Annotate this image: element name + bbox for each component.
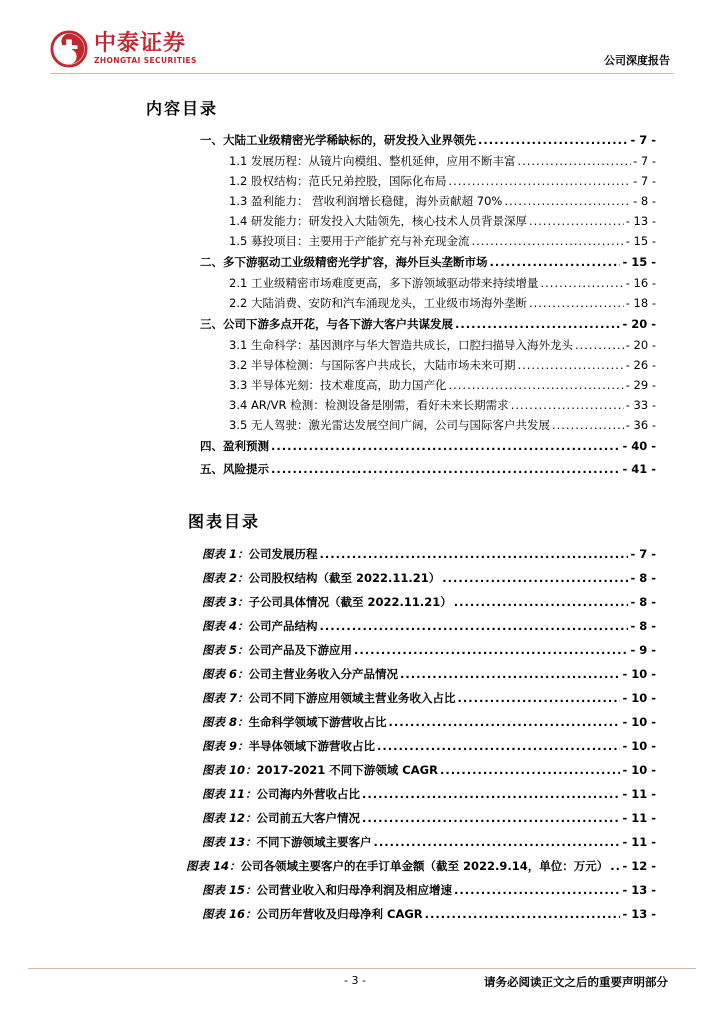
figure-text: 生命科学领域下游营收占比 xyxy=(248,715,387,729)
toc-entry[interactable] xyxy=(229,295,656,311)
report-type-label: 公司深度报告 xyxy=(604,54,670,67)
figure-page: - 10 - xyxy=(622,739,656,753)
figure-text: 公司不同下游应用领域主营业务收入占比 xyxy=(248,691,456,705)
leader-dots xyxy=(271,439,620,453)
figure-text: 公司股权结构（截至 2022.11.21） xyxy=(248,571,441,585)
figure-label: 图表 9： xyxy=(202,739,249,753)
figure-label: 图表 15： xyxy=(202,883,257,897)
toc-entry[interactable] xyxy=(229,417,656,433)
figure-page: - 8 - xyxy=(630,619,656,633)
toc-entry-page: - 29 - xyxy=(625,378,656,392)
figure-entry[interactable] xyxy=(202,762,656,778)
footer-divider xyxy=(28,968,696,969)
figure-text: 2017-2021 不同下游领域 CAGR xyxy=(256,763,438,777)
leader-dots xyxy=(442,571,628,585)
toc-entry-text: 1.3 盈利能力： 营收利润增长稳健，海外贡献超 70% xyxy=(229,194,503,208)
leader-dots xyxy=(440,763,620,777)
leader-dots xyxy=(320,547,629,561)
toc-entry-page: - 33 - xyxy=(625,398,656,412)
leader-dots xyxy=(455,317,620,331)
figure-label: 图表 1： xyxy=(202,547,249,561)
figure-label: 图表 14： xyxy=(186,859,241,873)
leader-dots xyxy=(517,154,631,168)
page-number: - 3 - xyxy=(344,974,366,987)
toc-entry[interactable] xyxy=(200,132,656,148)
toc-entry[interactable] xyxy=(200,461,656,477)
toc-entry-page: - 15 - xyxy=(625,234,656,248)
toc-entry-text: 二、多下游驱动工业级精密光学扩容，海外巨头垄断市场 xyxy=(200,255,488,269)
figure-label: 图表 5： xyxy=(202,643,249,657)
leader-dots xyxy=(425,907,621,921)
figure-page: - 10 - xyxy=(622,667,656,681)
toc-entry-text: 3.2 半导体检测：与国际客户共成长，大陆市场未来可期 xyxy=(229,358,516,372)
leader-dots xyxy=(490,255,621,269)
figure-entry[interactable] xyxy=(202,594,656,610)
figure-text: 公司发展历程 xyxy=(248,547,318,561)
figure-entry[interactable] xyxy=(202,714,656,730)
toc-entry-page: - 20 - xyxy=(622,317,656,331)
figure-entry[interactable] xyxy=(202,786,656,802)
leader-dots xyxy=(504,194,631,208)
leader-dots xyxy=(517,358,623,372)
toc-entry[interactable] xyxy=(229,377,656,393)
leader-dots xyxy=(454,883,620,897)
leader-dots xyxy=(540,276,623,290)
toc-entry-text: 1.5 募投项目：主要用于产能扩充与补充现金流 xyxy=(229,234,470,248)
figure-entry[interactable] xyxy=(202,618,656,634)
toc-entry-page: - 13 - xyxy=(625,214,656,228)
figure-page: - 11 - xyxy=(622,787,656,801)
toc-entry-page: - 7 - xyxy=(630,133,656,147)
toc-entry-page: - 15 - xyxy=(622,255,656,269)
leader-dots xyxy=(529,214,624,228)
figure-page: - 8 - xyxy=(630,595,656,609)
toc-entry-text: 2.2 大陆消费、安防和汽车涌现龙头，工业级市场海外垄断 xyxy=(229,296,527,310)
figure-page: - 10 - xyxy=(622,691,656,705)
figure-label: 图表 2： xyxy=(202,571,249,585)
figure-page: - 11 - xyxy=(622,835,656,849)
toc-entry-page: - 16 - xyxy=(625,276,656,290)
figure-label: 图表 10： xyxy=(202,763,257,777)
figure-label: 图表 3： xyxy=(202,595,249,609)
figure-entry[interactable] xyxy=(202,738,656,754)
logo-chinese-name: 中泰证券 xyxy=(94,31,187,56)
leader-dots xyxy=(458,691,621,705)
figure-page: - 9 - xyxy=(630,643,656,657)
figure-entry[interactable] xyxy=(202,906,656,922)
toc-entry-page: - 20 - xyxy=(625,338,656,352)
figure-entry[interactable] xyxy=(202,570,656,586)
leader-dots xyxy=(552,418,624,432)
company-logo xyxy=(50,30,197,68)
leader-dots xyxy=(575,338,624,352)
figure-text: 公司历年营收及归母净利 CAGR xyxy=(256,907,423,921)
figure-text: 公司前五大客户情况 xyxy=(256,811,361,825)
toc-entry[interactable] xyxy=(200,438,656,454)
figure-page: - 10 - xyxy=(622,715,656,729)
toc-entry-text: 2.1 工业级精密市场难度更高，多下游领域驱动带来持续增量 xyxy=(229,276,539,290)
toc-entry[interactable] xyxy=(200,254,656,270)
toc-entry-text: 1.4 研发能力：研发投入大陆领先，核心技术人员背景深厚 xyxy=(229,214,527,228)
page-header xyxy=(0,0,724,80)
toc-entry[interactable] xyxy=(229,153,656,169)
toc-entry[interactable] xyxy=(229,397,656,413)
toc-entry-page: - 8 - xyxy=(633,194,656,208)
toc-entry[interactable] xyxy=(229,173,656,189)
disclaimer-note: 请务必阅读正文之后的重要声明部分 xyxy=(484,975,668,989)
figure-label: 图表 11： xyxy=(202,787,257,801)
leader-dots xyxy=(374,835,621,849)
toc-entry[interactable] xyxy=(200,316,656,332)
toc-entry-text: 3.5 无人驾驶：激光雷达发展空间广阔，公司与国际客户共发展 xyxy=(229,418,550,432)
leader-dots xyxy=(362,787,620,801)
leader-dots xyxy=(389,715,621,729)
toc-entry-text: 3.1 生命科学：基因测序与华大智造共成长，口腔扫描导入海外龙头 xyxy=(229,338,573,352)
figure-entry[interactable] xyxy=(186,858,656,874)
figure-page: - 13 - xyxy=(622,907,656,921)
leader-dots xyxy=(478,133,628,147)
toc-entry-page: - 40 - xyxy=(622,439,656,453)
figure-label: 图表 7： xyxy=(202,691,249,705)
toc-entry[interactable] xyxy=(229,357,656,373)
toc-entry[interactable] xyxy=(229,233,656,249)
toc-entry-page: - 18 - xyxy=(625,296,656,310)
leader-dots xyxy=(448,174,631,188)
toc-entry-text: 1.1 发展历程：从镜片向模组、整机延伸，应用不断丰富 xyxy=(229,154,516,168)
figure-text: 半导体领域下游营收占比 xyxy=(248,739,376,753)
figure-label: 图表 13： xyxy=(202,835,257,849)
leader-dots xyxy=(471,234,623,248)
figure-text: 公司各领域主要客户的在手订单金额（截至 2022.9.14，单位：万元） xyxy=(240,859,609,873)
leader-dots xyxy=(448,378,623,392)
figure-page: - 10 - xyxy=(622,763,656,777)
toc-entry-text: 一、大陆工业级精密光学稀缺标的，研发投入业界领先 xyxy=(200,133,476,147)
toc-entry-page: - 26 - xyxy=(625,358,656,372)
figure-entry[interactable] xyxy=(202,834,656,850)
leader-dots xyxy=(354,643,628,657)
toc-entry-page: - 36 - xyxy=(625,418,656,432)
figure-text: 公司海内外营收占比 xyxy=(256,787,361,801)
figure-text: 公司产品及下游应用 xyxy=(248,643,353,657)
figure-label: 图表 6： xyxy=(202,667,249,681)
figure-page: - 8 - xyxy=(630,571,656,585)
toc-entry-text: 三、公司下游多点开花，与各下游大客户共谋发展 xyxy=(200,317,453,331)
figure-page: - 11 - xyxy=(622,811,656,825)
figure-page: - 13 - xyxy=(622,883,656,897)
figure-entry[interactable] xyxy=(202,882,656,898)
figure-entry[interactable] xyxy=(202,810,656,826)
figure-label: 图表 4： xyxy=(202,619,249,633)
toc-entry-text: 1.2 股权结构：范氏兄弟控股，国际化布局 xyxy=(229,174,447,188)
figure-page: - 12 - xyxy=(622,859,656,873)
figure-text: 公司主营业务收入分产品情况 xyxy=(248,667,399,681)
figure-label: 图表 8： xyxy=(202,715,249,729)
leader-dots xyxy=(377,739,620,753)
toc-entry[interactable] xyxy=(229,213,656,229)
toc-entry-text: 四、盈利预测 xyxy=(200,439,269,453)
leader-dots xyxy=(610,859,620,873)
leader-dots xyxy=(320,619,629,633)
figure-text: 公司营业收入和归母净利润及相应增速 xyxy=(256,883,453,897)
figure-entry[interactable] xyxy=(202,690,656,706)
toc-entry-page: - 7 - xyxy=(633,154,656,168)
leader-dots xyxy=(400,667,620,681)
figure-entry[interactable] xyxy=(202,546,656,562)
figure-label: 图表 12： xyxy=(202,811,257,825)
leader-dots xyxy=(529,296,624,310)
header-divider xyxy=(50,73,674,74)
figure-entry[interactable] xyxy=(202,642,656,658)
zhongtai-logo-icon xyxy=(50,30,88,68)
figures-title: 图表目录 xyxy=(188,512,261,531)
toc-entry-text: 3.4 AR/VR 检测：检测设备是刚需，看好未来长期需求 xyxy=(229,398,509,412)
leader-dots xyxy=(454,595,629,609)
leader-dots xyxy=(362,811,620,825)
figure-page: - 7 - xyxy=(630,547,656,561)
toc-entry-text: 3.3 半导体光刻：技术难度高，助力国产化 xyxy=(229,378,447,392)
toc-entry[interactable] xyxy=(229,275,656,291)
figure-label: 图表 16： xyxy=(202,907,257,921)
logo-english-name: ZHONGTAI SECURITIES xyxy=(94,56,197,65)
leader-dots xyxy=(271,462,620,476)
toc-entry-text: 五、风险提示 xyxy=(200,462,269,476)
toc-entry-page: - 41 - xyxy=(622,462,656,476)
toc-title: 内容目录 xyxy=(146,99,219,118)
figure-text: 公司产品结构 xyxy=(248,619,318,633)
toc-entry[interactable] xyxy=(229,337,656,353)
figure-text: 不同下游领域主要客户 xyxy=(256,835,372,849)
figure-text: 子公司具体情况（截至 2022.11.21） xyxy=(248,595,452,609)
figure-entry[interactable] xyxy=(202,666,656,682)
toc-entry-page: - 7 - xyxy=(633,174,656,188)
toc-entry[interactable] xyxy=(229,193,656,209)
leader-dots xyxy=(511,398,624,412)
